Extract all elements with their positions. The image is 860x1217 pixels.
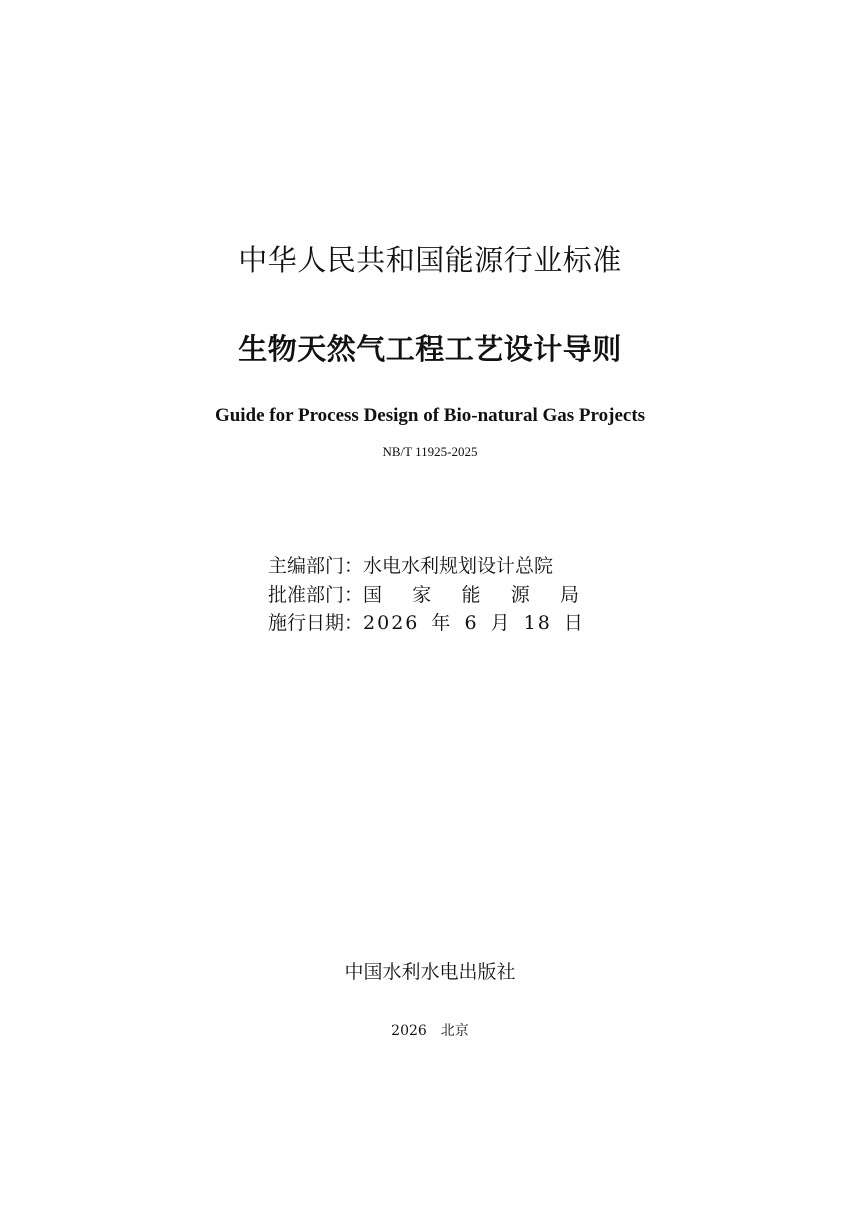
approver-value [363,581,579,610]
approver-row [268,581,585,610]
standard-category-heading: 中华人民共和国能源行业标准 [238,243,622,277]
approver-char: 源 [510,583,530,606]
approver-label: 批准部门： [268,583,364,606]
approver-char: 局 [559,583,579,606]
metadata-block [268,552,585,638]
standard-code: NB/T 11925-2025 [382,444,478,459]
document-title-cn: 生物天然气工程工艺设计导则 [238,332,622,366]
effective-date-row [268,609,585,638]
effective-date-value: 2026 年 6 月 18 日 [363,612,585,634]
approver-char: 能 [461,583,481,606]
publication-year-place: 2026 北京 [391,1023,469,1039]
approver-char: 家 [412,583,432,606]
editor-label: 主编部门： [268,555,364,577]
editor-row [268,552,585,581]
document-title-en: Guide for Process Design of Bio-natural Gas Projects [214,405,646,426]
editor-value: 水电水利规划设计总院 [363,555,554,577]
publisher-name: 中国水利水电出版社 [344,961,516,983]
approver-char: 国 [363,583,383,606]
effective-date-label: 施行日期： [268,612,364,634]
